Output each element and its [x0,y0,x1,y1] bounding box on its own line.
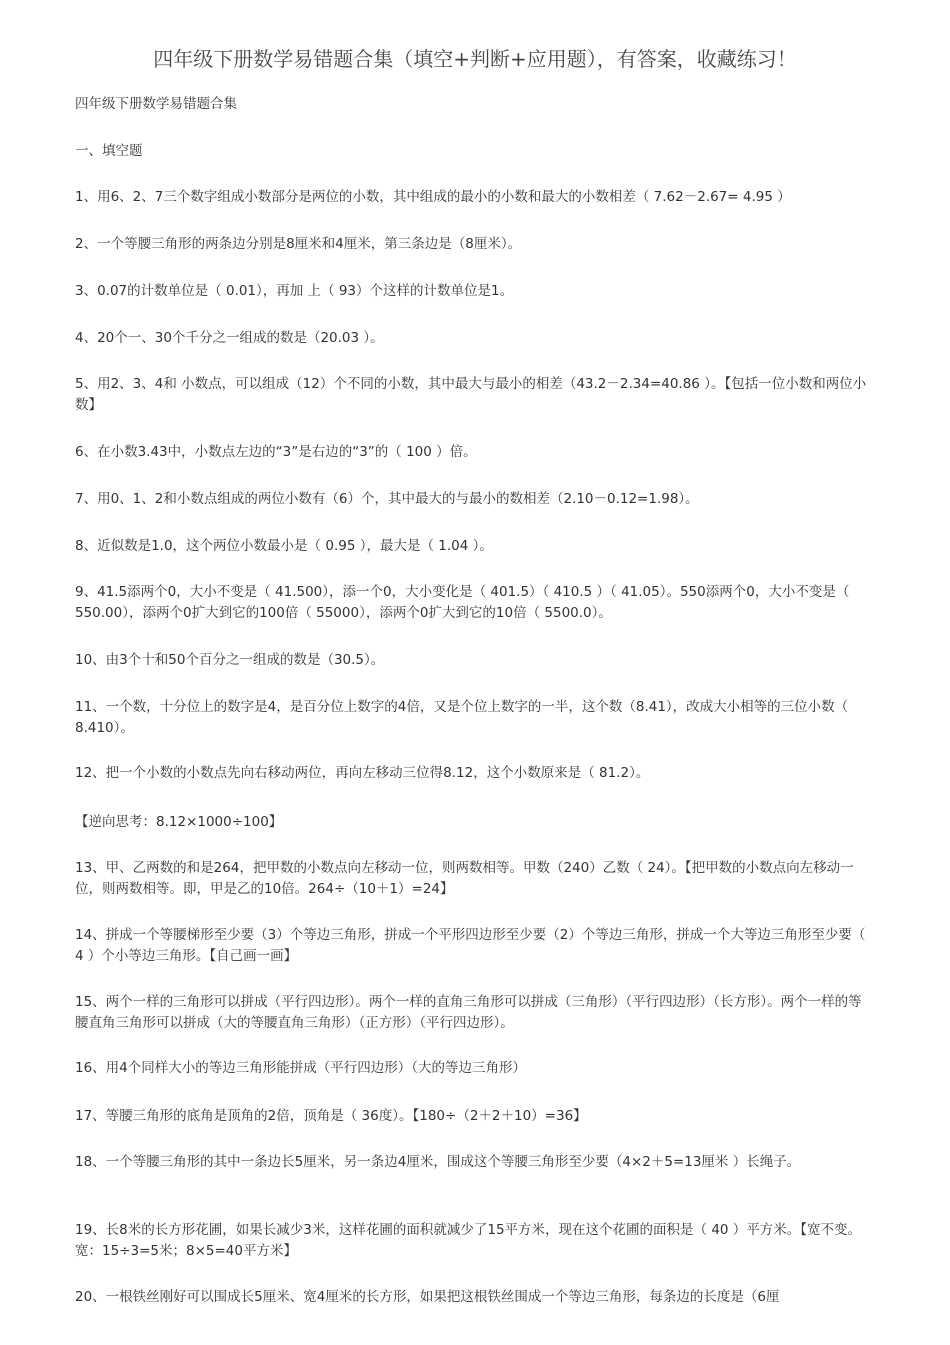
question-item-3: 3、0.07的计数单位是（ 0.01），再加 上（ 93）个这样的计数单位是1。 [75,283,514,299]
question-item-10: 10、由3个十和50个百分之一组成的数是（30.5）。 [75,652,385,668]
question-item-15: 15、两个一样的三角形可以拼成（平行四边形）。两个一样的直角三角形可以拼成（三角形）（平行四边形）（长方形）。两个一样的等腰直角三角形可以拼成（大的等腰直角三角形）（正方形）（平行四边形）。 [75,994,862,1031]
section-heading: 一、填空题 [75,143,143,159]
question-item-7: 7、用0、1、2和小数点组成的两位小数有（6）个，其中最大的与最小的数相差（2.10－0.12=1.98）。 [75,491,699,507]
question-item-9: 9、41.5添两个0，大小不变是（ 41.500），添一个0，大小变化是（ 401.5）（ 410.5 ）（ 41.05）。550添两个0，大小不变是（ 550.00），添两个0扩大到它的100倍（ 55000），添两个0扩大到它的10倍（ 5500.0）。 [75,584,850,621]
question-item-4: 4、20个一、30个千分之一组成的数是（20.03 ）。 [75,330,384,346]
question-item-2: 2、一个等腰三角形的两条边分别是8厘米和4厘米，第三条边是（8厘米）。 [75,236,522,252]
question-item-6: 6、在小数3.43中，小数点左边的“3”是右边的“3”的（ 100 ）倍。 [75,444,477,460]
question-item-13: 13、甲、乙两数的和是264，把甲数的小数点向左移动一位，则两数相等。甲数（240）乙数（ 24）。【把甲数的小数点向左移动一位，则两数相等。即，甲是乙的10倍。264÷（10＋1）=24】 [75,860,854,897]
document-subtitle: 四年级下册数学易错题合集 [75,96,237,112]
question-item-5: 5、用2、3、4和 小数点，可以组成（12）个不同的小数，其中最大与最小的相差（43.2－2.34=40.86 ）。【包括一位小数和两位小数】 [75,376,867,413]
question-item-8: 8、近似数是1.0，这个两位小数最小是（ 0.95 ），最大是（ 1.04 ）。 [75,538,493,554]
question-item-18: 18、一个等腰三角形的其中一条边长5厘米，另一条边4厘米，围成这个等腰三角形至少要（4×2＋5=13厘米 ）长绳子。 [75,1154,801,1170]
document-title: 四年级下册数学易错题合集（填空+判断+应用题），有答案，收藏练习！ [153,47,797,71]
question-item-1: 1、用6、2、7三个数字组成小数部分是两位的小数，其中组成的最小的小数和最大的小数相差（ 7.62－2.67= 4.95 ） [75,189,791,205]
question-item-14: 14、拼成一个等腰梯形至少要（3）个等边三角形，拼成一个平形四边形至少要（2）个等边三角形，拼成一个大等边三角形至少要（ 4 ）个小等边三角形。【自己画一画】 [75,927,866,964]
question-item-16: 16、用4个同样大小的等边三角形能拼成（平行四边形）（大的等边三角形） [75,1060,527,1076]
question-item-17: 17、等腰三角形的底角是顶角的2倍，顶角是（ 36度）。【180÷（2＋2＋10）=36】 [75,1108,587,1124]
question-item-11: 11、一个数，十分位上的数字是4，是百分位上数字的4倍，又是个位上数字的一半，这个数（8.41），改成大小相等的三位小数（ 8.410）。 [75,699,849,736]
question-item-19: 19、长8米的长方形花圃，如果长减少3米，这样花圃的面积就减少了15平方米，现在这个花圃的面积是（ 40 ）平方米。【宽不变。宽：15÷3=5米；8×5=40平方米】 [75,1222,862,1259]
question-note-12: 【逆向思考：8.12×1000÷100】 [75,814,283,830]
question-item-20: 20、一根铁丝刚好可以围成长5厘米、宽4厘米的长方形，如果把这根铁丝围成一个等边三角形，每条边的长度是（6厘 [75,1289,780,1305]
question-item-12: 12、把一个小数的小数点先向右移动两位，再向左移动三位得8.12，这个小数原来是（ 81.2）。 [75,765,650,781]
